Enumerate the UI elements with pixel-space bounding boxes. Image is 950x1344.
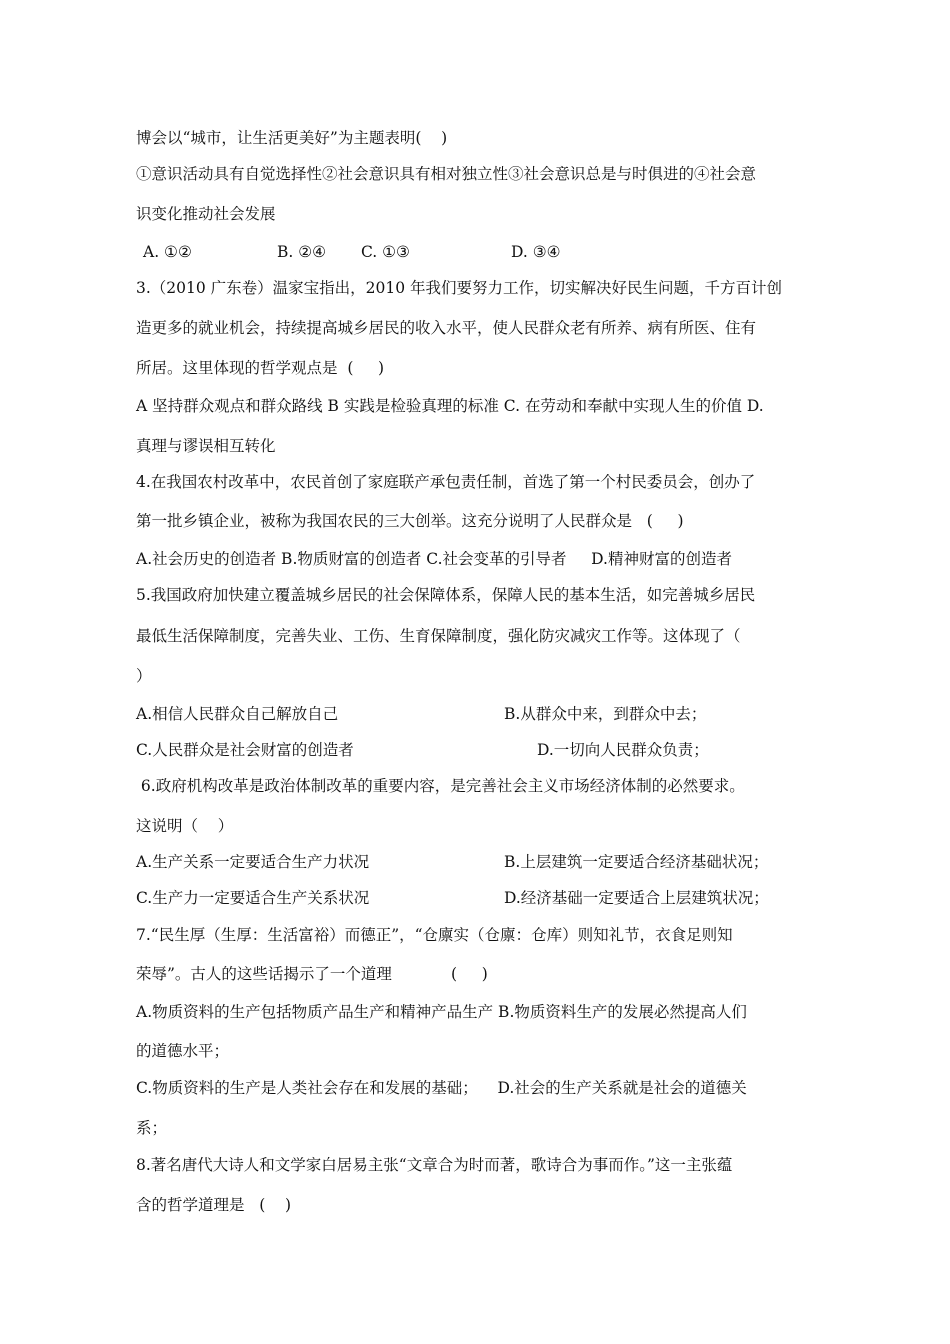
q8-stem-line1: 8.著名唐代大诗人和文学家白居易主张“文章合为时而著，歌诗合为事而作。”这一主张蕴 (136, 1156, 733, 1174)
q2-option-d: D. ③④ (511, 243, 561, 261)
q5-stem-line1: 5.我国政府加快建立覆盖城乡居民的社会保障体系，保障人民的基本生活，如完善城乡居民 (136, 586, 756, 604)
q7-options-line4: 系； (136, 1119, 168, 1137)
q5-stem-line2: 最低生活保障制度，完善失业、工伤、生育保障制度，强化防灾减灾工作等。这体现了（ (136, 627, 741, 645)
q3-options-line2: 真理与谬误相互转化 (136, 437, 276, 455)
q7-options-line2: 的道德水平； (136, 1042, 230, 1060)
q5-stem-line3: ） (136, 667, 152, 685)
q6-stem-line1: 6.政府机构改革是政治体制改革的重要内容，是完善社会主义市场经济体制的必然要求。 (136, 777, 745, 795)
q6-option-c: C.生产力一定要适合生产关系状况 (136, 889, 370, 907)
q4-stem-line1: 4.在我国农村改革中，农民首创了家庭联产承包责任制，首选了第一个村民委员会，创办了 (136, 473, 756, 491)
q4-stem-line2: 第一批乡镇企业，被称为我国农民的三大创举。这充分说明了人民群众是 ( ) (136, 512, 684, 530)
q3-stem-line2: 造更多的就业机会，持续提高城乡居民的收入水平，使人民群众老有所养、病有所医、住有 (136, 319, 757, 337)
q5-option-a: A.相信人民群众自己解放自己 (136, 705, 339, 723)
q3-stem-line1: 3.（2010 广东卷）温家宝指出，2010 年我们要努力工作，切实解决好民生问题，千方百计创 (136, 279, 783, 297)
q8-stem-line2: 含的哲学道理是 ( ) (136, 1196, 292, 1214)
q2-stem-end: 博会以“城市，让生活更美好”为主题表明( ) (136, 129, 448, 147)
q7-options-line1: A.物质资料的生产包括物质产品生产和精神产品生产 B.物质资料生产的发展必然提高人们 (136, 1003, 747, 1021)
q3-options-line1: A 坚持群众观点和群众路线 B 实践是检验真理的标准 C. 在劳动和奉献中实现人生的价值 D. (136, 397, 764, 415)
q6-stem-line2: 这说明（ ） (136, 817, 234, 835)
q7-stem-line2: 荣辱”。古人的这些话揭示了一个道理 ( ) (136, 965, 488, 983)
q5-option-c: C.人民群众是社会财富的创造者 (136, 741, 354, 759)
q5-option-d: D.一切向人民群众负责； (537, 741, 709, 759)
q2-statements-line2: 识变化推动社会发展 (136, 205, 276, 223)
q5-option-b: B.从群众中来，到群众中去； (504, 705, 707, 723)
q2-option-b: B. ②④ (277, 243, 327, 261)
q6-option-a: A.生产关系一定要适合生产力状况 (136, 853, 370, 871)
q2-option-a: A. ①② (143, 243, 192, 261)
q2-option-c: C. ①③ (361, 243, 410, 261)
q6-option-d: D.经济基础一定要适合上层建筑状况； (504, 889, 769, 907)
q6-option-b: B.上层建筑一定要适合经济基础状况； (504, 853, 769, 871)
q7-options-line3: C.物质资料的生产是人类社会存在和发展的基础； D.社会的生产关系就是社会的道德关 (136, 1079, 747, 1097)
q4-options: A.社会历史的创造者 B.物质财富的创造者 C.社会变革的引导者 D.精神财富的创造者 (136, 550, 732, 568)
q2-statements-line1: ①意识活动具有自觉选择性②社会意识具有相对独立性③社会意识总是与时俱进的④社会意 (136, 165, 757, 183)
q7-stem-line1: 7.“民生厚（生厚：生活富裕）而德正”，“仓廪实（仓廪：仓库）则知礼节，衣食足则知 (136, 926, 733, 944)
q3-stem-line3: 所居。这里体现的哲学观点是 ( ) (136, 359, 385, 377)
